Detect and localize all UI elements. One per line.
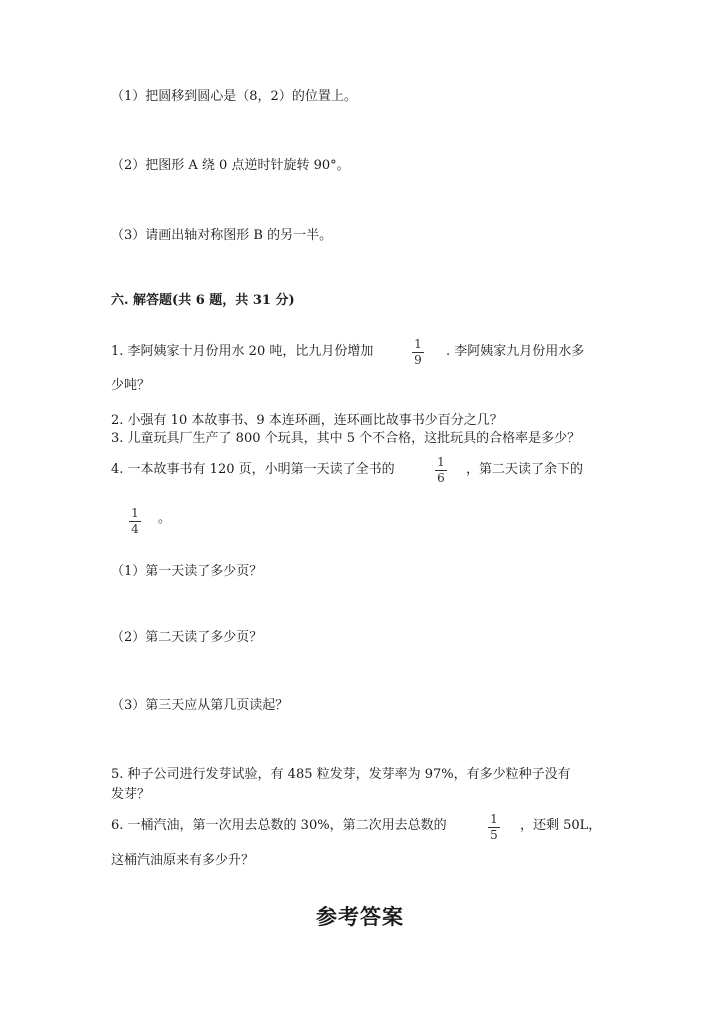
fraction-denominator: 5 (490, 828, 498, 842)
fraction-denominator: 9 (414, 353, 422, 367)
question-4-text-a: 4. 一本故事书有 120 页，小明第一天读了全书的 (111, 462, 395, 477)
fraction-numerator: 1 (490, 812, 498, 826)
question-5-text-b: 发芽？ (111, 787, 151, 802)
question-4-sub-1: （1）第一天读了多少页？ (111, 564, 263, 579)
fraction-denominator: 4 (131, 522, 139, 536)
instruction-3: （3）请画出轴对称图形 B 的另一半。 (111, 228, 333, 243)
fraction-one-fifth (487, 813, 501, 842)
question-4-text-c: 。 (158, 511, 172, 526)
instruction-1: （1）把圆移到圆心是（8，2）的位置上。 (111, 89, 357, 104)
question-4-text-b: ，第二天读了余下的 (466, 462, 584, 477)
question-6-text-a: 6. 一桶汽油，第一次用去总数的 30%，第二次用去总数的 (111, 818, 447, 833)
question-6-text-c: 这桶汽油原来有多少升？ (111, 853, 255, 868)
fraction-numerator: 1 (414, 337, 422, 351)
question-2: 2. 小强有 10 本故事书、9 本连环画，连环画比故事书少百分之几？ (111, 413, 503, 428)
question-4-sub-2: （2）第二天读了多少页？ (111, 630, 263, 645)
question-1-text-c: 少吨？ (111, 378, 151, 393)
section-heading: 六. 解答题(共 6 题，共 31 分) (111, 293, 295, 308)
instruction-2: （2）把图形 A 绕 0 点逆时针旋转 90°。 (111, 158, 350, 173)
question-3: 3. 儿童玩具厂生产了 800 个玩具，其中 5 个不合格，这批玩具的合格率是多少？ (111, 431, 581, 446)
question-1-text-a: 1. 李阿姨家十月份用水 20 吨，比九月份增加 (111, 344, 374, 359)
question-5-text-a: 5. 种子公司进行发芽试验，有 485 粒发芽，发芽率为 97%，有多少粒种子没有 (111, 767, 571, 782)
fraction-numerator: 1 (131, 506, 139, 520)
fraction-numerator: 1 (437, 455, 445, 469)
question-4-sub-3: （3）第三天应从第几页读起？ (111, 698, 289, 713)
question-1-text-b: . 李阿姨家九月份用水多 (446, 344, 585, 359)
fraction-one-sixth (434, 456, 448, 485)
fraction-one-ninth (411, 338, 425, 367)
answer-section-title: 参考答案 (316, 904, 404, 929)
fraction-one-quarter (128, 507, 142, 536)
question-6-text-b: ，还剩 50L， (520, 818, 602, 833)
fraction-denominator: 6 (437, 471, 445, 485)
